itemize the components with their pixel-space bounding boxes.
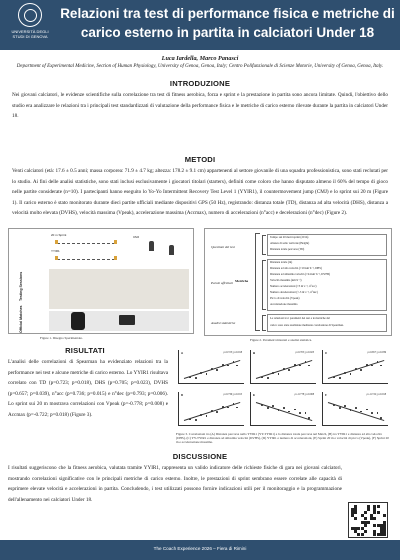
match-field-image [49,269,189,309]
scatter-point [366,409,368,411]
fig2-box-stats [267,314,387,332]
scatter-point [294,409,296,411]
fig2-test-line: Tempo sui 20 metri sprint (20 m) [270,235,309,239]
scatter-point [355,407,357,409]
trend-line [328,360,384,379]
fig2-metric-line: Numero decelerazioni (<-3 m·s⁻², n°dec) [270,290,318,294]
fig1-tag-yyir1: YYIR1 [51,249,60,253]
trend-line [256,360,312,379]
trend-line [256,402,312,421]
gps-vest-icon [71,312,85,330]
scatter-point [377,412,379,414]
scatter-point [236,365,238,367]
fig2-metric-line: Distanza totale (m) [270,260,293,264]
fig2-main-label: Metriche [235,279,249,283]
fig3-panel-stat: ρ=0.657; p=0.039 [367,351,386,354]
fig3-panel-letter: A [181,351,184,355]
methods-heading: METODI [184,155,216,164]
figure-2-caption: Figure 2. Parametri misurati e analisi statistica. [250,338,313,342]
fig2-stats-line: carico sono state analizzate mediante correlazione di Spearman. [270,323,344,327]
trend-line [184,360,240,379]
results-text: L'analisi delle correlazioni di Spearman ha evidenziato relazioni tra la performance nei test e alcune metriche di carico esterno. Lo YYIR1 risultava correlato con TD (p=0.723; p=0.018), DHS (p=0.705; p=0.023), DVHS (p=0.657; p=0.039), n°acc (p=0.736; p=0.015) e n°dec (p=0.793; p=0.006). Lo sprint sui 20 m mostrava correlazioni con Vpeak (p=-0.778; p=0.008) e Accmax (p=-0.722; p=0.018) (Figure 3). [8,359,168,418]
discussion-text: I risultati suggeriscono che la fitness aerobica, valutata tramite YYIR1, rappresenta un valido indicatore delle richieste fisiche di gara nei giovani calciatori, mostrando correlazioni significative con le principali metriche di carico esterno. Inoltre, le prestazioni di sprint sembrano essere correlate alle capacità di esprimere elevate velocità e accelerazioni in partita. Concludendo, i test utilizzati possono fornire indicazioni utili per il monitoraggio e la programmazione dell'allenamento nei calciatori Under 18. [8,465,342,503]
qr-code-icon[interactable] [348,502,388,538]
fig2-box-tests [267,234,387,256]
scatter-point [278,373,280,375]
cone-icon [114,240,117,244]
logo-text: UNIVERSITÀ DEGLI STUDI DI GENOVA [11,29,49,39]
scatter-point [350,373,352,375]
fig2-group-label-stats: Analisi statistiche [211,321,236,325]
fig2-test-line: Distanza totale percorsa (TD) [270,247,305,251]
athlete-icon [169,245,174,255]
poster-title: Relazioni tra test di performance fisica e metriche di carico esterno in partita in calciatori Under 18 [60,6,395,40]
fig2-group-label-metrics: Parole affrettati [211,281,233,285]
fig2-brace-tests [262,235,266,255]
scatter-point [339,407,341,409]
fig1-row-label-matches: Official Matches [19,305,23,333]
methods-text: Venti calciatori (età: 17.6 ± 0.5 anni; massa corporea: 71.9 ± 4.7 kg; altezza: 178.2 ± 9.1 cm) appartenenti al settore giovanile di una squadra professionistica, sono stati reclutati per lo studio. Ai fini delle analisi statistiche, sono stati inclusi esclusivamente i giocatori titolari (starters), definiti come coloro che hanno disputato almeno il 60% del tempo di gioco nelle partite considerate (n=10). I partecipanti hanno eseguito lo Yo-Yo Intermittent Recovery Test Level 1 (YYIR1), il countermovement jump (CMJ) e lo sprint sui 20 m (Figure 1). Il carico esterno è stato monitorato durante dieci partite ufficiali mediante dispositivi GPS (50 Hz), registrando: distanza totale (TD), distanza ad alta velocità (DHS), distanza a velocità molto elevata (DVHS), velocità massima (Vpeak), accelerazione massima (Accmax), numero di accelerazioni (n°acc) e decelerazioni (n°dec) (Figure 2). [12,168,388,216]
scatter-point [195,419,197,421]
scatter-point [216,411,218,413]
scatter-point [283,407,285,409]
fig2-brace-stats [262,315,266,331]
figure-1 [8,228,194,334]
yoyo-line [57,259,115,260]
fig2-main-brace [255,233,260,331]
cone-icon [114,256,117,260]
fig2-stats-line: Le relazioni tra i parametri dei test e le metriche del [270,316,330,320]
fig2-metric-line: Accelerazione massima [270,302,298,306]
fig3-panel-c [322,350,388,384]
fig1-row-label-testing: Testing Sessions [19,271,23,301]
fig2-group-label-tests: Questioni del test [211,245,235,249]
affiliation: Department of Experimental Medicine, Section of Human Physiology, University of Genoa, Genoa, Italy; Centro Polifunzionale di Scienze Motorie, University of Genoa, Genoa, Italy. [16,64,384,69]
fig2-test-line: Altezza di salto verticale (Height) [270,241,310,245]
cone-icon [55,240,58,244]
discussion-heading: DISCUSSIONE [172,452,228,461]
fig3-panel-letter: E [253,393,256,397]
fig3-panel-letter: F [325,393,327,397]
fig3-panel-e [250,392,316,426]
cone-icon [55,256,58,260]
fig3-panel-f [322,392,388,426]
trend-line [328,402,384,421]
fig1-tag-sprint: 20 m Sprint [51,233,67,237]
fig3-panel-b [250,350,316,384]
fig2-box-metrics [267,259,387,311]
scatter-point [308,365,310,367]
authors: Luca Iardella, Marco Panasci [161,55,239,62]
figure-2 [204,228,392,336]
fig3-panel-a [178,350,244,384]
scatter-point [371,412,373,414]
fig2-metric-line: Velocità massima (km·h⁻¹) [270,278,302,282]
fig2-metric-line: Numero accelerazioni (>3 m·s⁻², n°acc) [270,284,317,288]
fig3-panel-stat: ρ=-0.722; p=0.018 [366,393,386,396]
intro-heading: INTRODUZIONE [169,79,231,88]
gps-device-icon [119,315,135,325]
scatter-point [380,365,382,367]
figure-1-caption: Figure 1. Disegno Sperimentale. [40,336,83,340]
fig3-panel-stat: ρ=0.705; p=0.023 [295,351,314,354]
fig2-metric-line: Picco di velocità (Vpeak) [270,296,300,300]
fig3-panel-letter: D [181,393,184,397]
university-seal-icon [18,3,42,27]
scatter-point [267,407,269,409]
university-logo [6,3,54,49]
jumping-athlete-icon [149,241,154,251]
fig3-panel-stat: ρ=0.723; p=0.018 [223,351,242,354]
scatter-point [236,407,238,409]
footer-text: The Coach Experience 2026 – Fiera di Rimini [153,546,247,551]
scatter-point [216,369,218,371]
scatter-point [360,369,362,371]
scatter-point [206,373,208,375]
scatter-point [339,377,341,379]
trend-line [184,402,240,421]
figure-3-caption: Figure 3. Correlazioni tra (A) Distanza percorsa nello YYIR1 (YY-TYIR1) e la distanza totale percorsa nel Match, (B) tra YYIR1 e distanza ad alta velocità (DHS), (C) YY-TYIR1 e distanza ad altissima velocità (DVHS), (D) YYIR1 e numero di accelerazioni, (E) Sprint 20 m e velocità di picco (Vpeak), (F) Sprint 20 m e accelerazione massima. [176,432,389,444]
fig2-metric-line: Distanza ad altissima velocità (>24 km·h⁻¹, DVHS) [270,272,331,276]
scatter-point [299,412,301,414]
results-heading: RISULTATI [65,346,105,355]
intro-text: Nei giovani calciatori, le evidenze scientifiche sulla correlazione tra test di fitness aerobica, forza e sprint e la prestazione in partita sono ancora limitate. Quindi, l'obiettivo dello studio era analizzare le relazioni tra i principali test standardizzati di valutazione della performance fisica e le metriche di carico esterno rilevate durante la partita in calciatori Under 18. [12,92,388,119]
scatter-point [288,369,290,371]
scatter-point [195,377,197,379]
fig2-metric-line: Distanza ad alta velocità (>19 km·h⁻¹, DHS) [270,266,322,270]
fig2-brace-metrics [262,260,266,310]
fig1-tag-cmj: CMJ [133,235,140,239]
fig3-panel-letter: B [253,351,256,355]
sprint-line [57,243,115,244]
scatter-point [305,412,307,414]
fig3-panel-d [178,392,244,426]
scatter-point [206,415,208,417]
fig3-panel-stat: ρ=0.736; p=0.015 [223,393,242,396]
scatter-point [267,377,269,379]
fig3-panel-letter: C [325,351,328,355]
fig3-panel-stat: ρ=-0.778; p=0.008 [294,393,314,396]
